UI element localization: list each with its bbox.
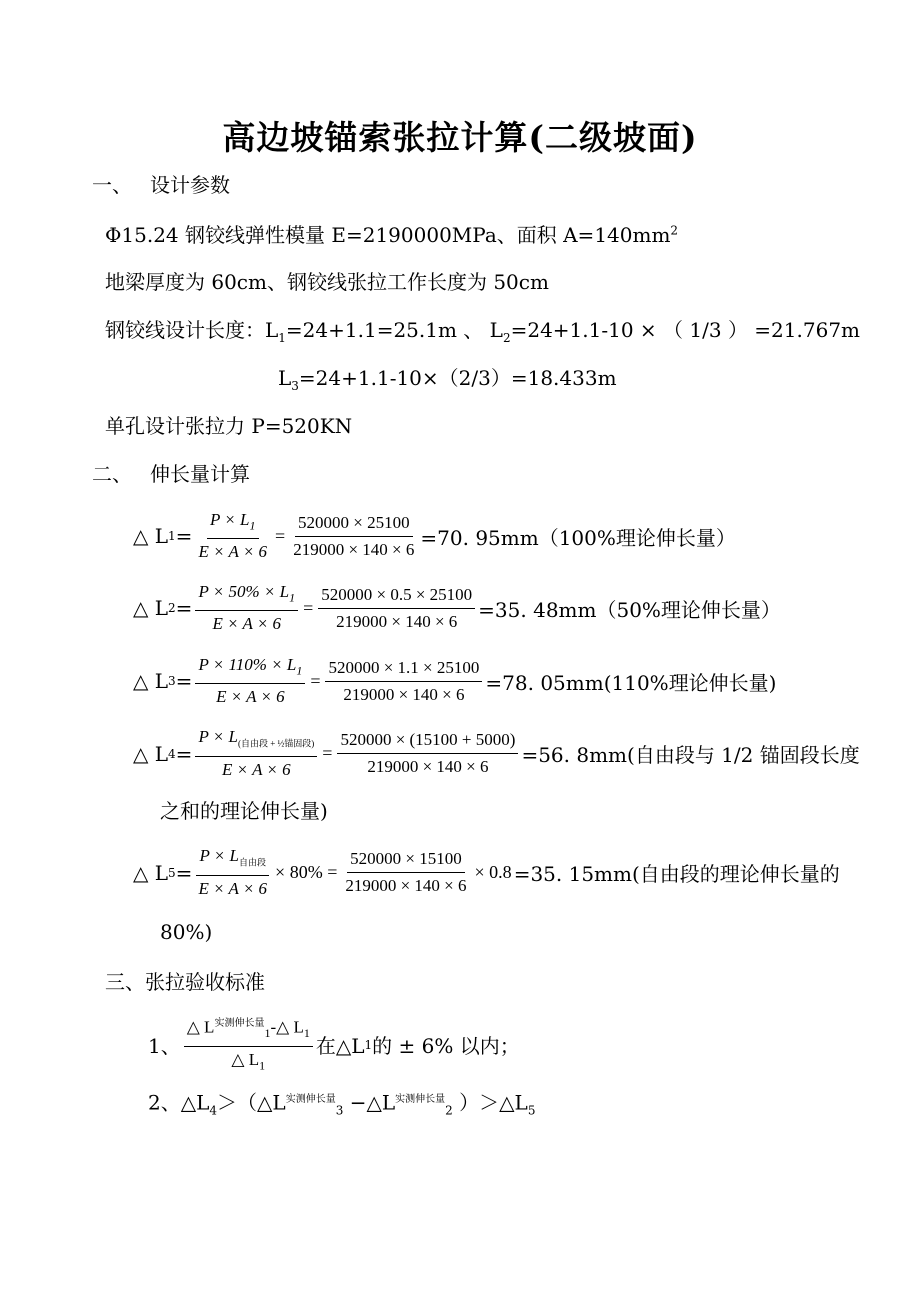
sub: 2 bbox=[168, 601, 176, 616]
formula-delta-l1 bbox=[133, 510, 736, 562]
sub: 1 bbox=[168, 529, 176, 544]
numerator bbox=[195, 727, 317, 757]
sub: 4 bbox=[168, 746, 176, 761]
fraction bbox=[195, 727, 317, 780]
fraction bbox=[342, 849, 469, 896]
eq-sign: = bbox=[303, 597, 314, 618]
formula-delta-l5-continued: 80%) bbox=[160, 920, 213, 944]
lhs: △ L bbox=[133, 596, 169, 621]
denominator: 219000 × 140 × 6 bbox=[336, 611, 458, 631]
text: 在△L bbox=[315, 1034, 365, 1059]
numerator: 520000 × 15100 bbox=[347, 849, 465, 873]
section-number: 二、 bbox=[92, 462, 132, 486]
lhs: △ L bbox=[133, 741, 169, 766]
text: P × L bbox=[198, 727, 238, 746]
text: =24+1.1-10×（2/3）=18.433m bbox=[298, 366, 617, 390]
denominator: 219000 × 140 × 6 bbox=[293, 539, 415, 559]
fraction bbox=[290, 513, 417, 560]
eq-sign: = bbox=[175, 741, 193, 766]
eq-sign: = bbox=[322, 743, 333, 764]
item-number: 1、 bbox=[148, 1034, 181, 1059]
sub: 1 bbox=[364, 1037, 373, 1052]
denominator: 219000 × 140 × 6 bbox=[343, 684, 465, 704]
eq-sign: = bbox=[175, 669, 193, 694]
section-label: 设计参数 bbox=[150, 173, 230, 197]
fraction bbox=[318, 585, 475, 632]
sub: 5 bbox=[168, 865, 176, 880]
text: ）＞△L bbox=[452, 1090, 528, 1115]
text: L bbox=[278, 366, 292, 390]
result: =70. 95mm（100%理论伸长量） bbox=[420, 525, 736, 550]
sub: 1 bbox=[303, 1026, 310, 1041]
formula-delta-l5 bbox=[133, 846, 840, 899]
lhs: △ L bbox=[133, 860, 169, 885]
numerator bbox=[207, 510, 259, 539]
denominator: E × A × 6 bbox=[212, 614, 282, 634]
formula-delta-l2 bbox=[133, 582, 781, 634]
sub: 5 bbox=[527, 1103, 536, 1118]
section-label: 伸长量计算 bbox=[150, 462, 250, 486]
criterion-2 bbox=[148, 1086, 535, 1125]
fraction bbox=[325, 658, 482, 705]
result: =35. 48mm（50%理论伸长量） bbox=[478, 597, 781, 622]
numerator bbox=[195, 582, 298, 611]
text: =24+1.1-10 × （ 1/3 ） =21.767m bbox=[510, 318, 861, 342]
sub: 1 bbox=[278, 331, 286, 345]
sup: 2 bbox=[670, 223, 679, 238]
section-acceptance: 三、张拉验收标准 bbox=[105, 970, 265, 994]
numerator bbox=[195, 655, 305, 684]
numerator bbox=[184, 1014, 313, 1047]
eq-sign: = bbox=[175, 596, 193, 621]
denominator: E × A × 6 bbox=[198, 542, 268, 562]
eq-sign: = bbox=[310, 670, 321, 691]
sub: (自由段 + ½锚固段) bbox=[237, 738, 315, 749]
lhs: △ L bbox=[133, 669, 169, 694]
fraction bbox=[195, 582, 298, 634]
sub: 1 bbox=[289, 590, 296, 605]
result: =35. 15mm(自由段的理论伸长量的 bbox=[513, 862, 840, 887]
item-number: 2、 bbox=[148, 1090, 181, 1115]
result: =78. 05mm(110%理论伸长量) bbox=[485, 670, 777, 695]
formula-delta-l3 bbox=[133, 655, 777, 707]
text: −△L bbox=[343, 1090, 396, 1115]
sub: 4 bbox=[209, 1103, 218, 1118]
sub: 3 bbox=[168, 674, 176, 689]
sub: 1 bbox=[249, 518, 256, 533]
eq-sign: = bbox=[275, 525, 286, 546]
text: P × L bbox=[199, 846, 239, 865]
numerator: 520000 × 1.1 × 25100 bbox=[325, 658, 482, 682]
text: 的 ± 6% 以内； bbox=[372, 1034, 520, 1059]
section-design-params bbox=[92, 171, 230, 199]
sub: 自由段 bbox=[238, 857, 266, 868]
page-title: 高边坡锚索张拉计算(二级坡面) bbox=[222, 118, 698, 157]
result: =56. 8mm(自由段与 1/2 锚固段长度 bbox=[521, 743, 860, 768]
eq-sign: = bbox=[175, 860, 193, 885]
sub: 3 bbox=[335, 1103, 344, 1118]
text: △ L bbox=[186, 1017, 215, 1037]
text: =24+1.1=25.1m 、 L bbox=[285, 318, 503, 342]
fraction bbox=[195, 510, 270, 562]
sub: 1 bbox=[296, 663, 303, 678]
text: P × 110% × L bbox=[198, 655, 297, 674]
sub: 2 bbox=[502, 331, 511, 345]
criterion-1 bbox=[148, 1014, 520, 1075]
param-design-length bbox=[105, 316, 860, 344]
denominator: E × A × 6 bbox=[216, 687, 285, 707]
param-modulus-text: Φ15.24 钢铰线弹性模量 E=2190000MPa、面积 A=140mm bbox=[105, 223, 671, 247]
sup: 实测伸长量 bbox=[285, 1094, 336, 1105]
text: 钢铰线设计长度：L bbox=[105, 318, 279, 342]
numerator bbox=[196, 846, 269, 876]
text: △ L bbox=[231, 1050, 260, 1070]
fraction bbox=[337, 730, 518, 777]
eq-sign: = bbox=[175, 524, 193, 549]
denominator bbox=[228, 1047, 268, 1075]
denominator: 219000 × 140 × 6 bbox=[367, 757, 489, 777]
multiplier: × 80% = bbox=[275, 862, 338, 883]
fraction bbox=[184, 1014, 313, 1075]
numerator: 520000 × 25100 bbox=[295, 513, 413, 537]
param-tension-force: 单孔设计张拉力 P=520KN bbox=[105, 414, 353, 438]
sub: 2 bbox=[445, 1103, 453, 1118]
sub: 1 bbox=[264, 1026, 271, 1041]
text: ＞（△L bbox=[217, 1090, 286, 1115]
sub: 3 bbox=[291, 379, 299, 393]
param-modulus bbox=[105, 221, 678, 249]
lhs: △ L bbox=[133, 524, 169, 549]
text: P × L bbox=[209, 510, 250, 529]
denominator: E × A × 6 bbox=[222, 760, 291, 780]
formula-delta-l4 bbox=[133, 727, 860, 780]
sup: 实测伸长量 bbox=[214, 1018, 265, 1029]
section-number: 一、 bbox=[92, 173, 132, 197]
text: △L bbox=[180, 1090, 210, 1115]
multiplier: × 0.8 bbox=[474, 862, 512, 883]
param-design-length-l3 bbox=[278, 364, 617, 392]
sup: 实测伸长量 bbox=[395, 1094, 446, 1105]
text: P × 50% × L bbox=[198, 582, 290, 601]
text: -△ L bbox=[270, 1017, 304, 1037]
param-beam-thickness: 地梁厚度为 60cm、钢铰线张拉工作长度为 50cm bbox=[105, 270, 549, 294]
formula-delta-l4-continued: 之和的理论伸长量) bbox=[160, 799, 328, 823]
numerator: 520000 × (15100 + 5000) bbox=[337, 730, 518, 754]
numerator: 520000 × 0.5 × 25100 bbox=[318, 585, 475, 609]
section-elongation bbox=[92, 460, 250, 488]
fraction bbox=[195, 846, 270, 899]
fraction bbox=[195, 655, 305, 707]
denominator: 219000 × 140 × 6 bbox=[345, 876, 467, 896]
sub: 1 bbox=[259, 1058, 266, 1073]
denominator: E × A × 6 bbox=[198, 879, 268, 899]
